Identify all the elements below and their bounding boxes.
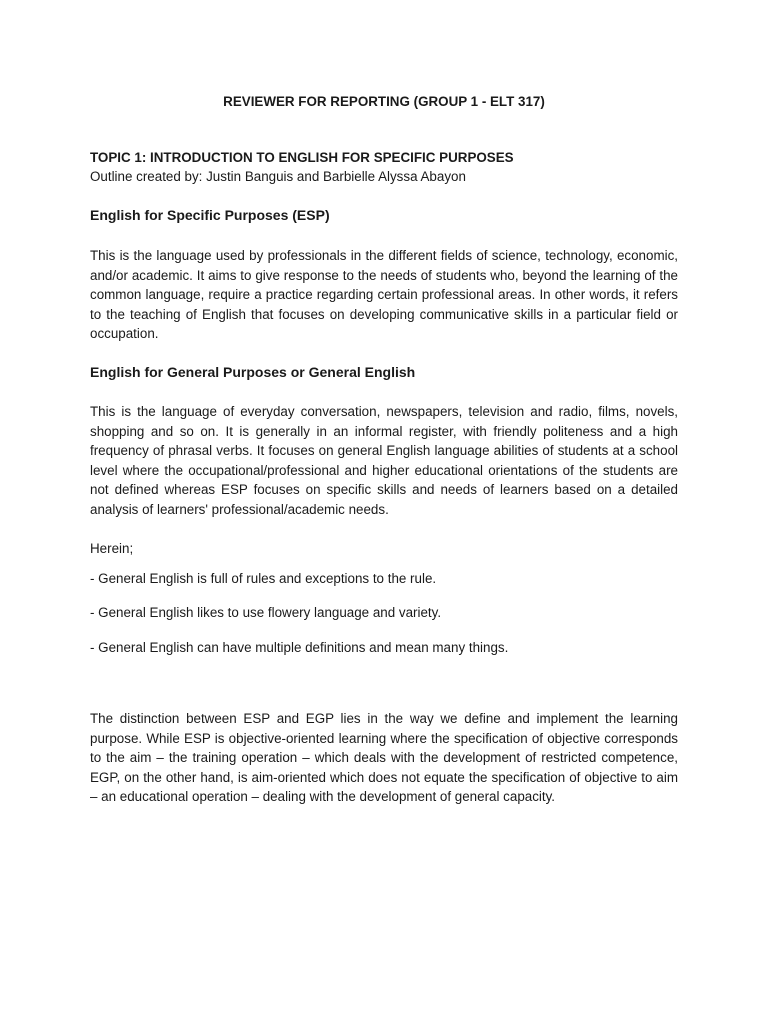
list-item: - General English is full of rules and exceptions to the rule. [90, 571, 437, 586]
herein-text: Herein; [90, 541, 134, 556]
egp-section-heading: English for General Purposes or General English [90, 364, 416, 380]
document-title: REVIEWER FOR REPORTING (GROUP 1 - ELT 317) [223, 94, 545, 109]
outline-credit: Outline created by: Justin Banguis and Barbielle Alyssa Abayon [90, 169, 466, 184]
list-item: - General English likes to use flowery language and variety. [90, 605, 442, 620]
list-item: - General English can have multiple definitions and mean many things. [90, 640, 509, 655]
esp-section-heading: English for Specific Purposes (ESP) [90, 207, 330, 223]
distinction-paragraph: The distinction between ESP and EGP lies in the way we define and implement the learning purpose. While ESP is objective-oriented learning where the specification of objective corresponds to the aim – the training operation – which deals with the development of restricted competence, EGP, on the other hand, is aim-oriented which does not equate the specification of objective to aim – an educational operation – dealing with the development of general capacity. [90, 711, 678, 804]
topic-heading: TOPIC 1: INTRODUCTION TO ENGLISH FOR SPECIFIC PURPOSES [90, 150, 514, 165]
esp-paragraph: This is the language used by professionals in the different fields of science, technology, economic, and/or academic. It aims to give response to the needs of students who, beyond the learning of the common language, require a practice regarding certain professional areas. In other words, it refers to the teaching of English that focuses on developing communicative skills in a particular field or occupation. [90, 248, 678, 341]
egp-paragraph: This is the language of everyday conversation, newspapers, television and radio, films, novels, shopping and so on. It is generally in an informal register, with friendly politeness and a high frequency of phrasal verbs. It focuses on general English language abilities of students at a school level where the occupational/professional and higher educational orientations of the students are not defined whereas ESP focuses on specific skills and needs of learners based on a detailed analysis of learners' professional/academic needs. [90, 404, 678, 517]
